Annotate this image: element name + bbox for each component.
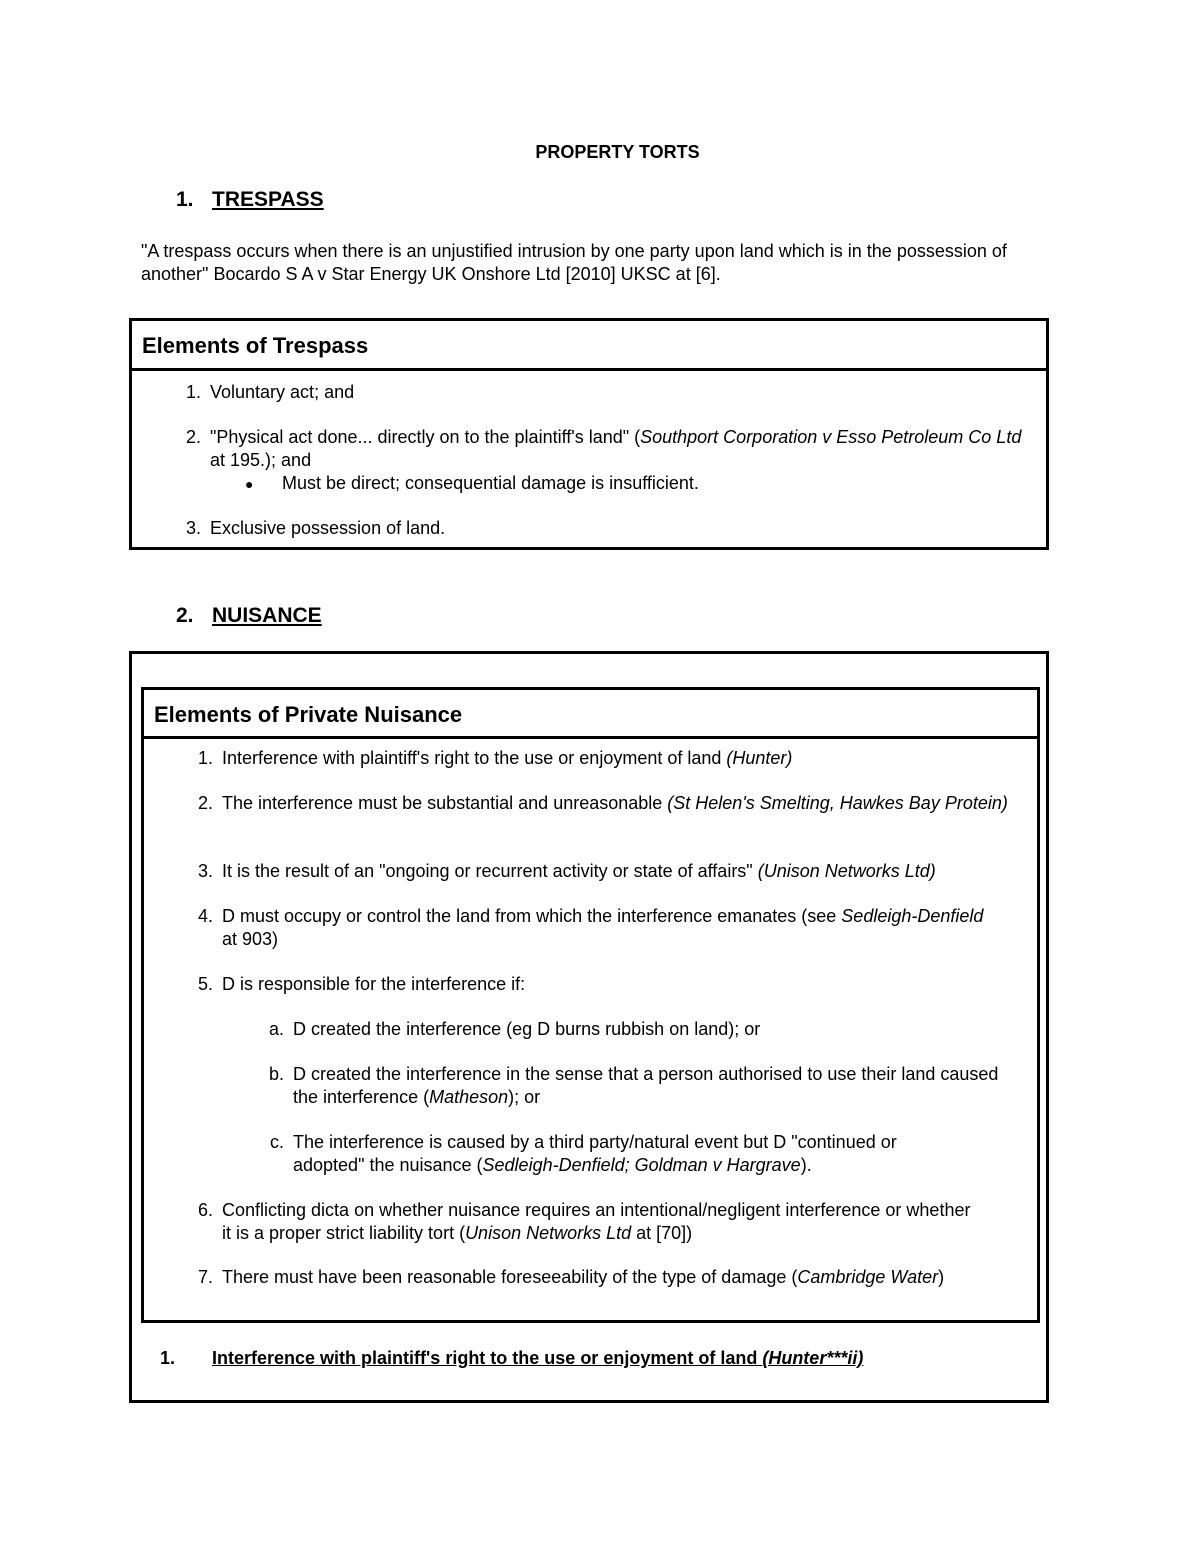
section-label: NUISANCE — [212, 604, 322, 627]
nuisance-elements-box: Elements of Private Nuisance 1. Interference with plaintiff's right to the use or enjoyment of land (Hunter) 2. The interference must be substantial and unreasonable (St Helen's Smelting, Hawkes Bay Protein) 3. It is the result of an "ongoing or recurrent activity or state of affairs" (Unison Networks Ltd) 4. D must occupy or control the land from which the interference emanates (see Sedleigh-Denfield at 903) 5. D is responsible for the interference if: a. D created the interference (eg D burns rubbish on land); or b. D created the interference in the sense that a person authorised to use their land caused the interference (Matheson); or c. The interference is caused by a third party/natural event but D "continued or adopted" the nuisance (Sedleigh-Denfield; Goldman v Hargrave). 6. Conflicting dicta on whether nuisance requires an intentional/negligent interference or whether it is a proper strict liability tort (Unison Networks Ltd at [70]) 7. There must have been reasonable foreseeability of the type of damage (Cambridge Water) — [141, 687, 1040, 1323]
trespass-quote: "A trespass occurs when there is an unjustified intrusion by one party upon land which is in the possession of another" Bocardo S A v Star Energy UK Onshore Ltd [2010] UKSC at [6]. — [141, 241, 1007, 284]
section-number: 2. — [176, 604, 194, 627]
page-title: PROPERTY TORTS — [535, 142, 700, 162]
section-label: TRESPASS — [212, 188, 324, 211]
nuisance-box-title: Elements of Private Nuisance — [144, 690, 1037, 739]
nuisance-outer-box: Elements of Private Nuisance 1. Interference with plaintiff's right to the use or enjoyment of land (Hunter) 2. The interference must be substantial and unreasonable (St Helen's Smelting, Hawkes Bay Protein) 3. It is the result of an "ongoing or recurrent activity or state of affairs" (Unison Networks Ltd) 4. D must occupy or control the land from which the interference emanates (see Sedleigh-Denfield at 903) 5. D is responsible for the interference if: a. D created the interference (eg D burns rubbish on land); or b. D created the interference in the sense that a person authorised to use their land caused the interference (Matheson); or c. The interference is caused by a third party/natural event but D "continued or adopted" the nuisance (Sedleigh-Denfield; Goldman v Hargrave). 6. Conflicting dicta on whether nuisance requires an intentional/negligent interference or whether it is a proper strict liability tort (Unison Networks Ltd at [70]) 7. There must have been reasonable foreseeability of the type of damage (Cambridge Water) 1. Interference with plaintiff's right to the use or enjoyment of land (Hunter***ii) — [129, 651, 1049, 1403]
section-heading-nuisance — [176, 604, 322, 628]
section-heading-trespass — [176, 188, 324, 212]
bullet-icon: ● — [245, 476, 254, 492]
list-item: 2. "Physical act done... directly on to the plaintiff's land" (Southport Corporation v Esso Petroleum Co Ltd at 195.); and — [185, 427, 1022, 470]
trespass-elements-box: Elements of Trespass 1. Voluntary act; and 2. "Physical act done... directly on to the plaintiff's land" (Southport Corporation v Esso Petroleum Co Ltd at 195.); and ● Must be direct; consequential damage is insufficient. 3. Exclusive possession of land. — [129, 318, 1049, 550]
section-number: 1. — [176, 188, 194, 211]
case-citation: Southport Corporation v Esso Petroleum Co Ltd — [640, 427, 1022, 447]
trespass-box-title: Elements of Trespass — [132, 321, 1046, 371]
